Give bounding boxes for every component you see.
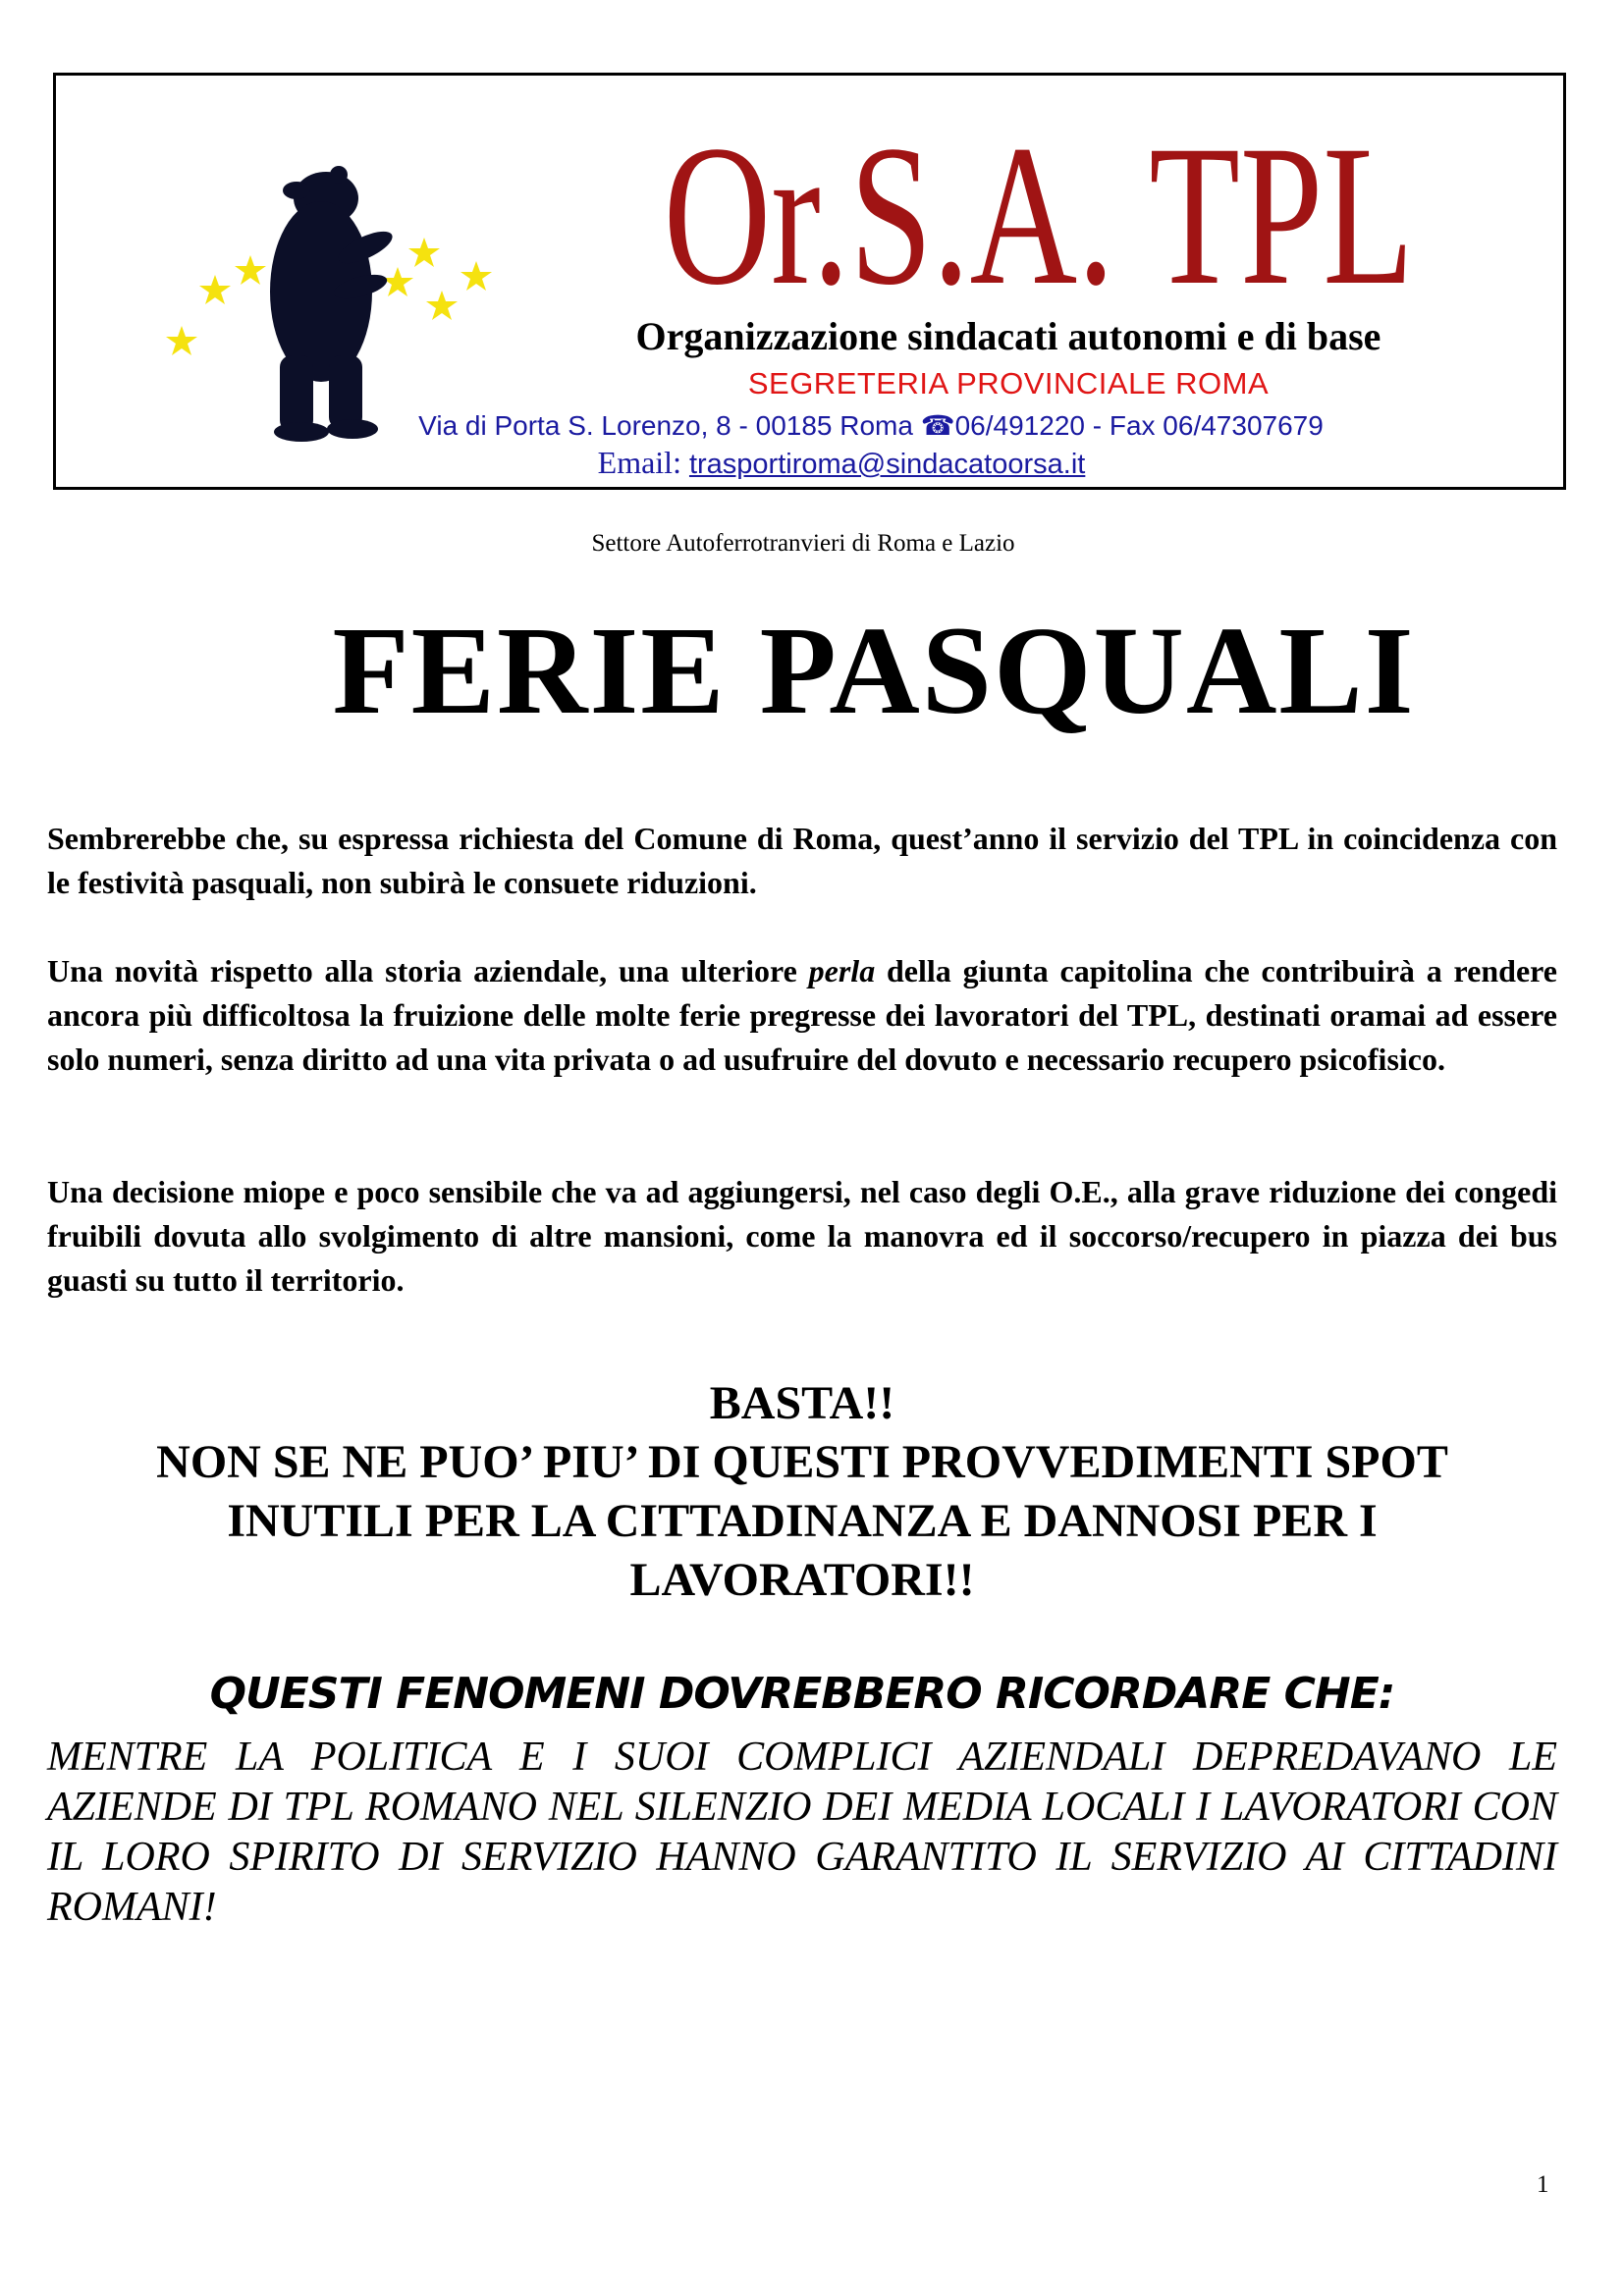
page-number: 1: [1537, 2171, 1549, 2198]
email-label: Email:: [597, 445, 689, 480]
paragraph-3: Una decisione miope e poco sensibile che va ad aggiungersi, nel caso degli O.E., alla grave riduzione dei congedi fruibili dovuta allo svolgimento di altre mansioni, come la manovra ed il soccorso/recupero in piazza dei bus guasti su tutto il territorio.: [47, 1174, 1557, 1298]
star-icon: [199, 275, 231, 304]
bear-icon: [270, 166, 397, 442]
bear-stars-logo: [164, 130, 616, 454]
paragraph-2: [47, 949, 1557, 1082]
slogan-line-4: LAVORATORI!!: [629, 1554, 975, 1606]
letterhead: [53, 73, 1566, 490]
paragraph-2-emphasis: perla: [808, 953, 876, 988]
contact-address: Via di Porta S. Lorenzo, 8 - 00185 Roma ☎06/491220 - Fax 06/47307679: [418, 410, 1324, 441]
provincial-office: SEGRETERIA PROVINCIALE ROMA: [747, 366, 1270, 400]
star-icon: [166, 326, 197, 355]
document-title: FERIE PASQUALI: [332, 601, 1416, 740]
star-icon: [235, 255, 266, 285]
contact-email-line: [351, 445, 1332, 481]
organization-name: Or.S.A. TPL: [663, 104, 1414, 327]
star-icon: [408, 238, 440, 267]
closing-statement: MENTRE LA POLITICA E I SUOI COMPLICI AZIENDALI DEPREDAVANO LE AZIENDE DI TPL ROMANO NEL SILENZIO DEI MEDIA LOCALI I LAVORATORI CON IL LORO SPIRITO DI SERVIZIO HANNO GARANTITO IL SERVIZIO AI CITTADINI ROMANI!: [47, 1735, 1557, 1930]
paragraph-2-end: della giunta capitolina che contribuirà a rendere ancora più difficoltosa la fruizione delle molte ferie pregresse dei lavoratori del TPL, destinati oramai ad essere solo numeri, senza diritto ad una vita privata o ad usufruire del dovuto e necessario recupero psicofisico.: [47, 953, 1558, 1077]
email-link[interactable]: trasportiroma@sindacatoorsa.it: [688, 449, 1086, 480]
star-icon: [426, 291, 458, 320]
slogan: [47, 1374, 1557, 1610]
organization-subtitle: Organizzazione sindacati autonomi e di base: [635, 314, 1381, 358]
slogan-line-3: INUTILI PER LA CITTADINANZA E DANNOSI PER I: [227, 1495, 1378, 1547]
slogan-line-1: BASTA!!: [709, 1377, 895, 1429]
sector-line: Settore Autoferrotranvieri di Roma e Lazio: [591, 530, 1015, 557]
slogan-line-2: NON SE NE PUO’ PIU’ DI QUESTI PROVVEDIMENTI SPOT: [156, 1436, 1448, 1488]
remember-heading: QUESTI FENOMENI DOVREBBERO RICORDARE CHE:: [209, 1669, 1395, 1719]
star-icon: [460, 261, 492, 291]
paragraph-1: Sembrerebbe che, su espressa richiesta del Comune di Roma, quest’anno il servizio del TPL in coincidenza con le festività pasquali, non subirà le consuete riduzioni.: [47, 821, 1557, 900]
paragraph-2-start: Una novità rispetto alla storia aziendale, una ulteriore: [47, 953, 809, 988]
